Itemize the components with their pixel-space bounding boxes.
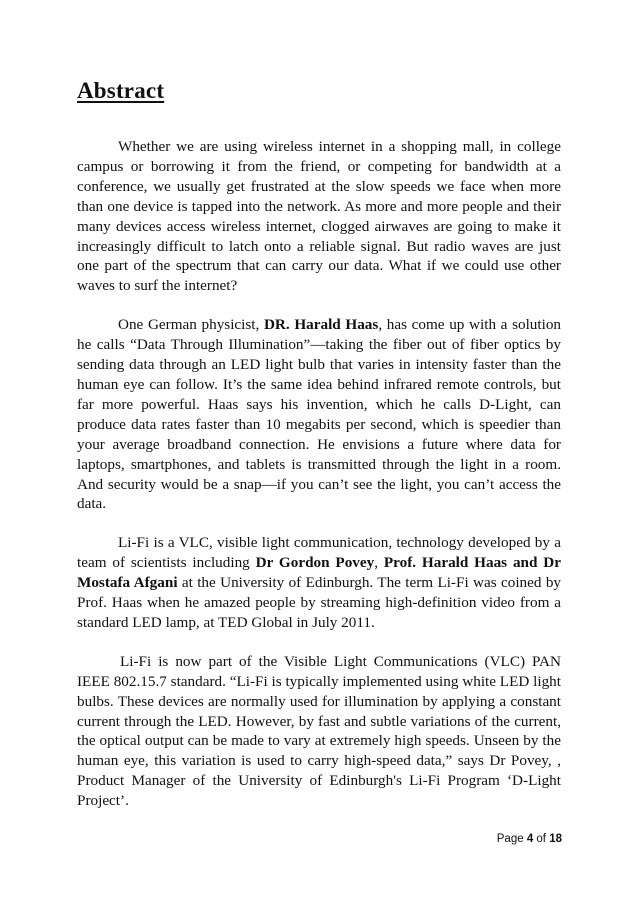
paragraph-wireless-intro: Whether we are using wireless internet in a shopping mall, in college campus or borrowing it from the friend, or competing for bandwidth at a conference, we usually get frustrated at the slow speeds we face when more than one device is tapped into the network. As more and more people and their many devices access wireless internet, clogged airwaves are going to make it increasingly difficult to latch onto a reliable signal. But radio waves are just one part of the spectrum that can carry our data. What if we could use other waves to surf the internet? <box>77 138 561 295</box>
abstract-body <box>77 137 561 830</box>
paragraph-text: , has come up with a solution he calls “Data Through Illumination”—taking the fiber out of fiber optics by sending data through an LED light bulb that varies in intensity faster than the human eye can follow. It’s the same idea behind infrared remote controls, but far more powerful. Haas says his invention, which he calls D-Light, can produce data rates faster than 10 megabits per second, which is speedier than your average broadband connection. He envisions a future where data for laptops, smartphones, and tablets is transmitted through the light in a room. And security would be a snap—if you can’t see the light, you can’t access the data. <box>77 316 562 513</box>
paragraph-lifi-vlc <box>77 533 561 633</box>
footer-page-word: Page <box>496 833 527 845</box>
footer-current-page: 4 <box>526 833 534 845</box>
bold-name-haas-afgani: Prof. Harald Haas and Dr Mostafa Afgani <box>77 554 561 592</box>
footer-of-word: of <box>533 833 550 845</box>
footer-total-pages: 18 <box>549 833 562 845</box>
paragraph-text: at the University of Edinburgh. The term Li-Fi was coined by Prof. Haas when he amazed people by streaming high-definition video from a standard LED lamp, at TED Global in July 2011. <box>77 574 562 631</box>
paragraph-text: One German physicist, <box>118 316 264 334</box>
bold-name-harald-haas: DR. Harald Haas <box>263 316 379 334</box>
paragraph-text: , <box>374 554 384 572</box>
bold-name-gordon-povey: Dr Gordon Povey <box>255 554 375 572</box>
paragraph-harald-haas <box>77 315 561 514</box>
paragraph-lifi-standard: Li-Fi is now part of the Visible Light Communications (VLC) PAN IEEE 802.15.7 standard. “Li-Fi is typically implemented using white LED light bulbs. These devices are normally used for illumination by applying a constant current through the LED. However, by fast and subtle variations of the current, the optical output can be made to vary at extremely high speeds. Unseen by the human eye, this variation is used to carry high-speed data,” says Dr Povey, , Product Manager of the University of Edinburgh's Li-Fi Program ‘D-Light Project’. <box>77 652 561 810</box>
page-title: Abstract <box>77 78 165 103</box>
page-number-footer <box>497 833 562 845</box>
paragraph-text: Li-Fi is a VLC, visible light communication, technology developed by a team of scientists including <box>77 534 561 572</box>
